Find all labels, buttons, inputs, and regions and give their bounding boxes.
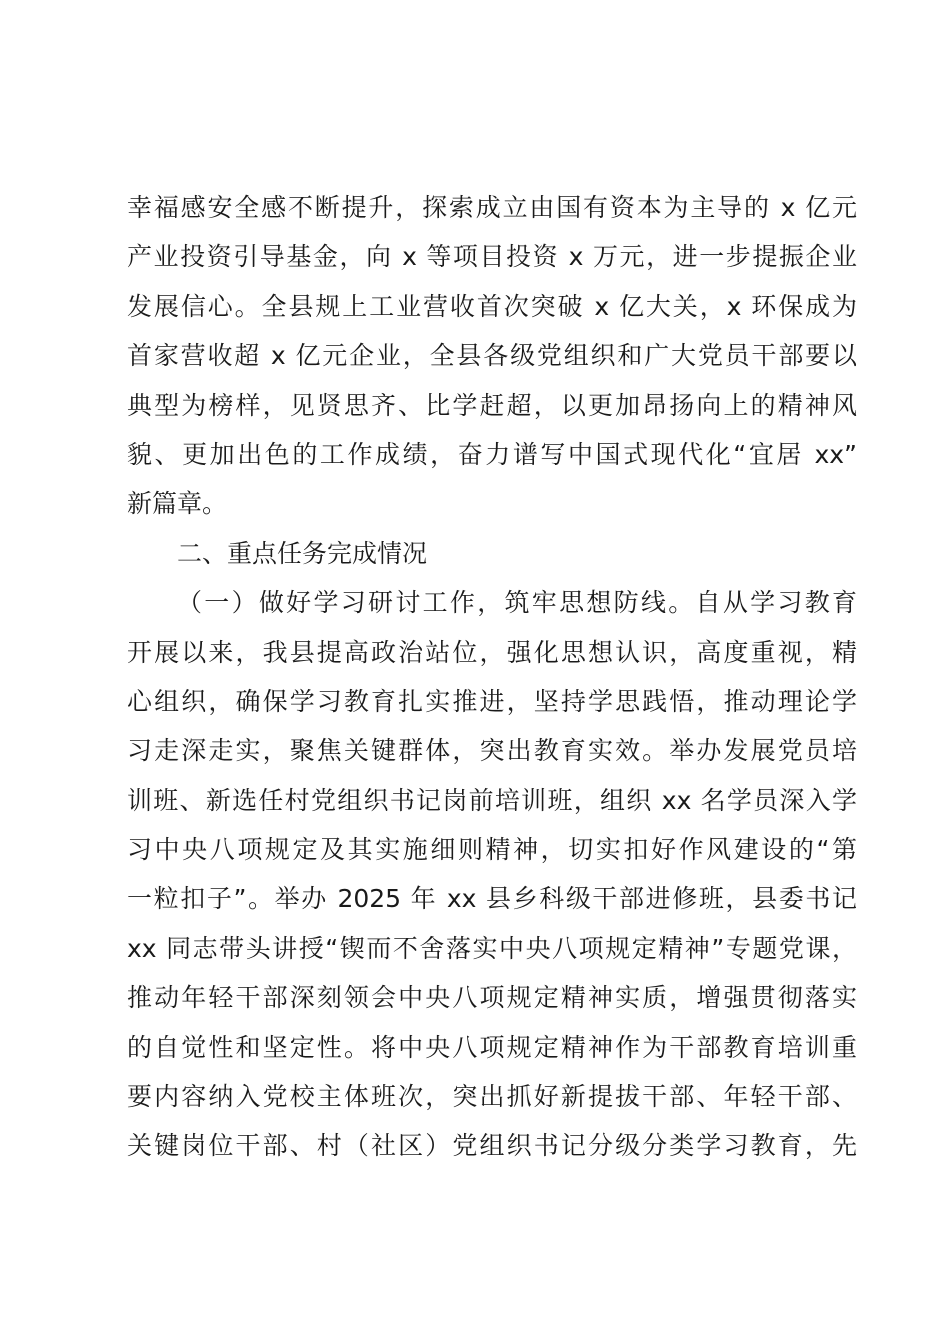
body-line-6: 貌、更加出色的工作成绩，奋力谱写中国式现代化“宜居 xx” <box>127 439 857 469</box>
body-line-2: 产业投资引导基金，向 x 等项目投资 x 万元，进一步提振企业 <box>127 242 857 272</box>
body-line-17: 推动年轻干部深刻领会中央八项规定精神实质，增强贯彻落实 <box>127 983 857 1013</box>
body-line-11: 心组织，确保学习教育扎实推进，坚持学思践悟，推动理论学 <box>127 686 857 716</box>
body-line-16: xx 同志带头讲授“锲而不舍落实中央八项规定精神”专题党课， <box>127 933 857 963</box>
body-line-10: 开展以来，我县提高政治站位，强化思想认识，高度重视，精 <box>127 637 857 667</box>
body-line-20: 关键岗位干部、村（社区）党组织书记分级分类学习教育，先 <box>127 1131 857 1161</box>
body-line-4: 首家营收超 x 亿元企业，全县各级党组织和广大党员干部要以 <box>127 341 857 371</box>
body-line-1: 幸福感安全感不断提升，探索成立由国有资本为主导的 x 亿元 <box>127 193 857 222</box>
subsection-first-line: （一）做好学习研讨工作，筑牢思想防线。自从学习教育 <box>177 588 857 618</box>
body-line-15: 一粒扣子”。举办 2025 年 xx 县乡科级干部进修班，县委书记 <box>127 884 857 914</box>
body-line-3: 发展信心。全县规上工业营收首次突破 x 亿大关，x 环保成为 <box>127 291 857 321</box>
section-heading: 二、重点任务完成情况 <box>177 538 428 568</box>
body-line-14: 习中央八项规定及其实施细则精神，切实扣好作风建设的“第 <box>127 835 857 865</box>
paragraph-end-line: 新篇章。 <box>127 489 228 519</box>
body-line-5: 典型为榜样，见贤思齐、比学赶超，以更加昂扬向上的精神风 <box>127 390 857 420</box>
body-line-18: 的自觉性和坚定性。将中央八项规定精神作为干部教育培训重 <box>127 1032 857 1062</box>
body-line-13: 训班、新选任村党组织书记岗前培训班，组织 xx 名学员深入学 <box>127 785 857 815</box>
document-body <box>127 183 857 1171</box>
body-line-12: 习走深走实，聚焦关键群体，突出教育实效。举办发展党员培 <box>127 736 857 766</box>
body-line-19: 要内容纳入党校主体班次，突出抓好新提拔干部、年轻干部、 <box>127 1082 857 1112</box>
